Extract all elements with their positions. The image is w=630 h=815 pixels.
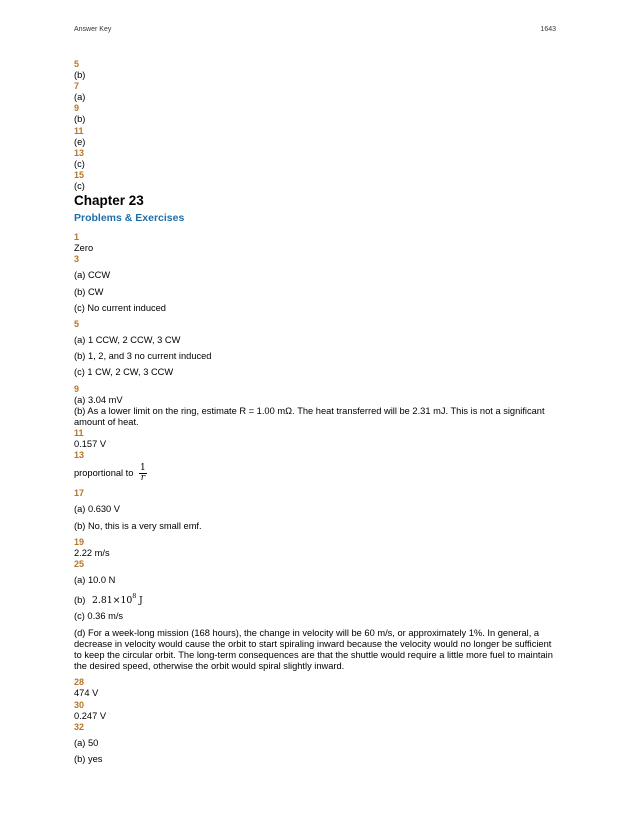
answer-part-a: (a) 50 [74, 737, 99, 748]
problem-number: 5 [74, 59, 80, 69]
answer-part-c: (c) No current induced [74, 302, 166, 313]
answer-key-content [74, 59, 556, 765]
problem-number: 7 [74, 81, 80, 92]
answer-part-b [74, 591, 556, 606]
running-header-title: Answer Key [74, 26, 112, 33]
problem-number: 15 [74, 170, 85, 181]
fraction-numerator: 1 [140, 463, 146, 474]
answer: 0.157 V [74, 439, 107, 450]
problem-number: 9 [74, 383, 80, 394]
answer: Zero [74, 243, 94, 254]
problem-number: 17 [74, 488, 85, 499]
exponent: 8 [132, 592, 137, 601]
answer-part-a: (a) 3.04 mV [74, 394, 123, 405]
answer: (c) [74, 158, 85, 169]
problem-number: 28 [74, 677, 85, 688]
answer-part-b: (b) As a lower limit on the ring, estimate R = 1.00 mΩ. The heat transferred will be 2.31 mJ. This is not a significant amount of heat. [74, 405, 545, 428]
problem-number: 25 [74, 559, 85, 570]
answer: 0.247 V [74, 710, 107, 721]
answer-part-a: (a) 0.630 V [74, 504, 120, 515]
problem-number: 5 [74, 319, 80, 330]
section-title: Problems & Exercises [74, 212, 185, 225]
answer-part-c: (c) 1 CW, 2 CW, 3 CCW [74, 367, 174, 378]
problem-number: 13 [74, 450, 85, 461]
answer-text: proportional to [74, 468, 134, 479]
problem-number: 19 [74, 536, 85, 547]
scientific-value: 2.81×10 [91, 595, 133, 607]
answer: (b) [74, 70, 86, 80]
answer: 2.22 m/s [74, 547, 110, 558]
answer-part-b: (b) 1, 2, and 3 no current induced [74, 351, 212, 362]
answer: (c) [74, 181, 85, 192]
answer-part-a: (a) 1 CCW, 2 CCW, 3 CW [74, 335, 181, 346]
answer-part-b: (b) yes [74, 754, 103, 765]
answer: (e) [74, 136, 86, 147]
problem-number: 13 [74, 147, 85, 158]
problem-number: 3 [74, 254, 80, 265]
answer-part-a: (a) 10.0 N [74, 575, 116, 586]
problem-number: 1 [74, 232, 80, 243]
answer: (b) [74, 114, 86, 125]
problem-number: 9 [74, 103, 80, 114]
page-number: 1643 [540, 26, 556, 33]
answer-part-d: (d) For a week-long mission (168 hours), the change in velocity will be 60 m/s, or approximately 1%. In general, a decrease in velocity would cause the orbit to start spiraling inward because the velocity would no longer be sufficient to keep the circular orbit. The long-term consequences are that the shuttle would require a little more fuel to maintain the desired speed, otherwise the orbit would spiral slightly inward. [74, 627, 553, 672]
answer [74, 464, 556, 483]
answer-part-c: (c) 0.36 m/s [74, 611, 124, 622]
answer-part-b: (b) CW [74, 286, 104, 297]
answer-part-b: (b) No, this is a very small emf. [74, 520, 202, 531]
problem-number: 11 [74, 125, 84, 136]
problem-number: 30 [74, 699, 85, 710]
answer: 474 V [74, 688, 99, 699]
problem-number: 32 [74, 721, 85, 732]
fraction [139, 464, 147, 483]
answer: (a) [74, 92, 86, 103]
part-label: (b) [74, 595, 86, 606]
answer-part-a: (a) CCW [74, 270, 111, 281]
unit: J [139, 595, 143, 607]
fraction-denominator: r [140, 473, 146, 484]
problem-number: 11 [74, 428, 84, 439]
chapter-title: Chapter 23 [74, 193, 144, 209]
